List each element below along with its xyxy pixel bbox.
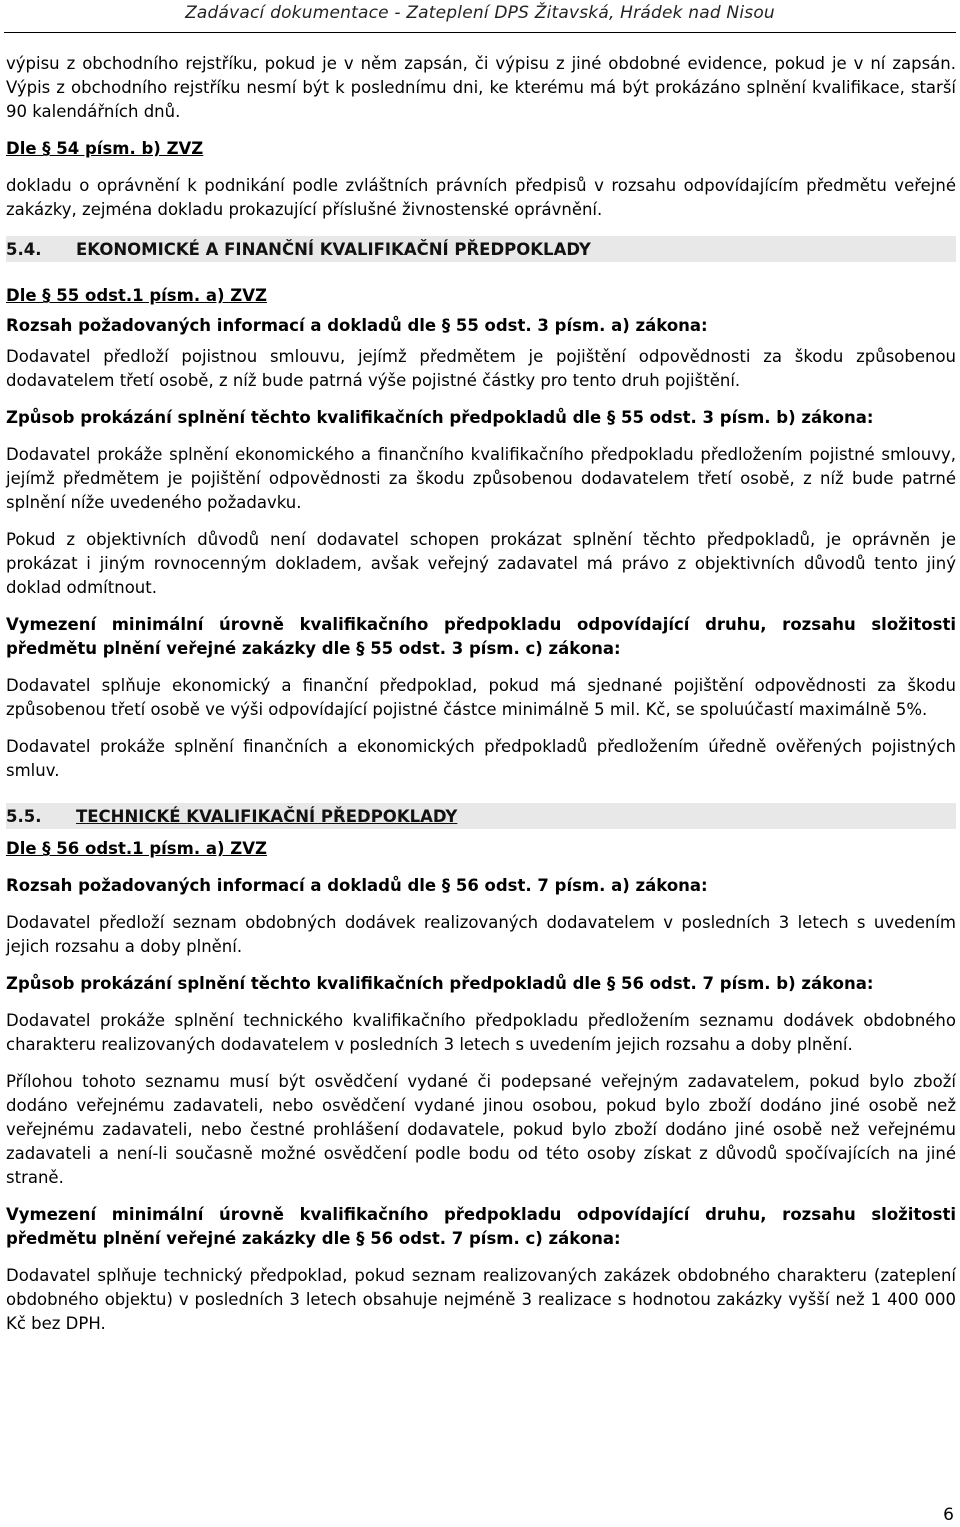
subheading: Rozsah požadovaných informací a dokladů dle § 55 odst. 3 písm. a) zákona: [6, 316, 708, 335]
legal-reference [6, 137, 956, 161]
subheading: Způsob prokázání splnění těchto kvalifikačních předpokladů dle § 56 odst. 7 písm. b) zákona: [6, 974, 874, 993]
section-number: 5.4. [6, 239, 42, 259]
section-title: TECHNICKÉ KVALIFIKAČNÍ PŘEDPOKLADY [76, 806, 458, 826]
subheading: Rozsah požadovaných informací a dokladů dle § 56 odst. 7 písm. a) zákona: [6, 876, 708, 895]
paragraph: Dodavatel prokáže splnění finančních a ekonomických předpokladů předložením úředně ověřených pojistných smluv. [6, 737, 956, 780]
legal-reference [6, 284, 956, 308]
header-divider [4, 32, 956, 33]
legal-reference-text: Dle § 56 odst.1 písm. a) ZVZ [6, 839, 267, 858]
subheading: Vymezení minimální úrovně kvalifikačního předpokladu odpovídající druhu, rozsahu složitosti předmětu plnění veřejné zakázky dle § 55 odst. 3 písm. c) zákona: [6, 615, 956, 658]
intro-paragraph: výpisu z obchodního rejstříku, pokud je v něm zapsán, či výpisu z jiné obdobné evidence, pokud je v ní zapsán. Výpis z obchodního rejstříku nesmí být k poslednímu dni, ke kterému má být prokázáno splnění kvalifikace, starší 90 kalendářních dnů. [6, 54, 956, 121]
subheading: Vymezení minimální úrovně kvalifikačního předpokladu odpovídající druhu, rozsahu složitosti předmětu plnění veřejné zakázky dle § 56 odst. 7 písm. c) zákona: [6, 1205, 956, 1248]
paragraph: Dodavatel splňuje technický předpoklad, pokud seznam realizovaných zakázek obdobného charakteru (zateplení obdobného objektu) v posledních 3 letech obsahuje nejméně 3 realizace s hodnotou zakázky vyšší než 1 400 000 Kč bez DPH. [6, 1266, 956, 1333]
page-number: 6 [943, 1505, 954, 1525]
section-heading-5-5 [6, 803, 956, 829]
paragraph: Dodavatel prokáže splnění technického kvalifikačního předpokladu předložením seznamu dodávek obdobného charakteru realizovaných dodavatelem v posledních 3 letech s uvedením jejich rozsahu a doby plnění. [6, 1011, 956, 1054]
paragraph: Přílohou tohoto seznamu musí být osvědčení vydané či podepsané veřejným zadavatelem, pokud bylo zboží dodáno veřejnému zadavateli, nebo osvědčení vydané jinou osobou, pokud bylo zboží dodáno jiné osobě než veřejnému zadavateli, nebo čestné prohlášení dodavatele, pokud bylo zboží dodáno jiné osobě než veřejnému zadavateli a není-li současně možné osvědčení podle bodu od této osoby získat z důvodů spočívajících na jiné straně. [6, 1072, 956, 1187]
section-heading-5-4 [6, 236, 956, 262]
section-number: 5.5. [6, 806, 42, 826]
paragraph: Dodavatel předloží seznam obdobných dodávek realizovaných dodavatelem v posledních 3 letech s uvedením jejich rozsahu a doby plnění. [6, 913, 956, 956]
section-title: EKONOMICKÉ A FINANČNÍ KVALIFIKAČNÍ PŘEDPOKLADY [76, 239, 591, 259]
document-header: Zadávací dokumentace - Zateplení DPS Žitavská, Hrádek nad Nisou [185, 3, 775, 23]
document-body [6, 52, 956, 1336]
paragraph: Pokud z objektivních důvodů není dodavatel schopen prokázat splnění těchto předpokladů, je oprávněn je prokázat i jiným rovnocenným dokladem, avšak veřejný zadavatel má právo z objektivních důvodů tento jiný doklad odmítnout. [6, 530, 956, 597]
paragraph: Dodavatel splňuje ekonomický a finanční předpoklad, pokud má sjednané pojištění odpovědnosti za škodu způsobenou třetí osobě ve výši odpovídající pojistné částce minimálně 5 mil. Kč, se spoluúčastí maximálně 5%. [6, 676, 956, 719]
legal-reference [6, 837, 956, 861]
legal-reference-text: Dle § 54 písm. b) ZVZ [6, 139, 204, 158]
intro-paragraph-2: dokladu o oprávnění k podnikání podle zvláštních právních předpisů v rozsahu odpovídajícím předmětu veřejné zakázky, zejména dokladu prokazující příslušné živnostenské oprávnění. [6, 176, 956, 219]
legal-reference-text: Dle § 55 odst.1 písm. a) ZVZ [6, 286, 267, 305]
paragraph: Dodavatel prokáže splnění ekonomického a finančního kvalifikačního předpokladu předložením pojistné smlouvy, jejímž předmětem je pojištění odpovědnosti za škodu způsobenou dodavatelem třetí osobě, z níž bude patrné splnění níže uvedeného požadavku. [6, 445, 956, 512]
subheading: Způsob prokázání splnění těchto kvalifikačních předpokladů dle § 55 odst. 3 písm. b) zákona: [6, 408, 874, 427]
paragraph: Dodavatel předloží pojistnou smlouvu, jejímž předmětem je pojištění odpovědnosti za škodu způsobenou dodavatelem třetí osobě, z níž bude patrná výše pojistné částky pro tento druh pojištění. [6, 347, 956, 390]
